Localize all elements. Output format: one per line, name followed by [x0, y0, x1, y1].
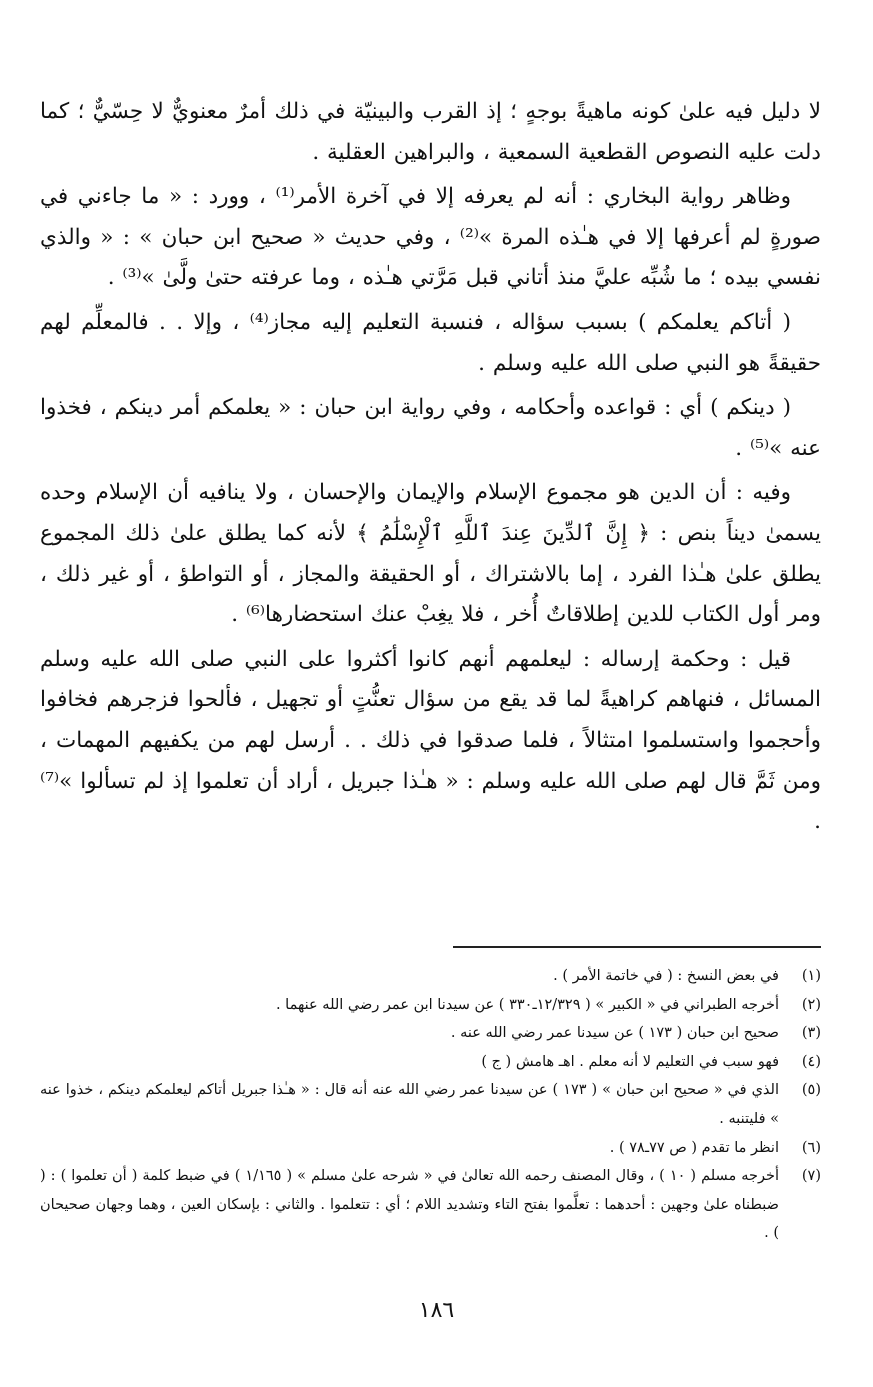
page-body: [40, 92, 821, 847]
main-text: [40, 92, 821, 843]
footnote-number: (٧): [801, 1168, 821, 1185]
footnote-4: [40, 1048, 821, 1077]
paragraph-2: وظاهر رواية البخاري : أنه لم يعرفه إلا في آخرة الأمر⁽¹⁾ ، وورد : « ما جاءني في صورةٍ لم أعرفها إلا في هـٰذه المرة »⁽²⁾ ، وفي حديث « صحيح ابن حبان » : « والذي نفسي بيده ؛ ما شُبِّه عليَّ منذ أتاني قبل مَرَّتي هـٰذه ، وما عرفته حتىٰ ولَّىٰ »⁽³⁾ .: [40, 184, 821, 291]
footnote-2: [40, 991, 821, 1020]
footnotes: [40, 962, 821, 1248]
paragraph-3: ( أتاكم يعلمكم ) بسبب سؤاله ، فنسبة التعليم إليه مجاز⁽⁴⁾ ، وإلا . . فالمعلِّم لهم حقيقةً هو النبي صلى الله عليه وسلم .: [40, 309, 821, 376]
footnote-text: أخرجه الطبراني في « الكبير » ( ١٢/٣٢٩ـ٣٣٠ ) عن سيدنا ابن عمر رضي الله عنهما .: [275, 996, 779, 1013]
footnote-3: [40, 1019, 821, 1048]
footnote-6: [40, 1134, 821, 1163]
footnote-text: صحيح ابن حبان ( ١٧٣ ) عن سيدنا عمر رضي الله عنه .: [450, 1025, 779, 1042]
footnote-number: (٣): [801, 1025, 821, 1042]
footnote-text: انظر ما تقدم ( ص ٧٧ـ٧٨ ) .: [609, 1139, 779, 1156]
paragraph-1: لا دليل فيه علىٰ كونه ماهيةً بوجهٍ ؛ إذ القرب والبينيّة في ذلك أمرٌ معنويٌّ لا حِسّيٌّ ؛ كما دلت عليه النصوص القطعية السمعية ، والبراهين العقلية .: [40, 99, 821, 165]
page-number: ١٨٦: [418, 1298, 455, 1323]
footnote-number: (٦): [801, 1139, 821, 1156]
footnote-number: (٥): [801, 1082, 821, 1099]
paragraph-5: وفيه : أن الدين هو مجموع الإسلام والإيمان والإحسان ، ولا ينافيه أن الإسلام وحده يسمىٰ ديناً بنص : ﴿ إِنَّ ٱلدِّينَ عِندَ ٱللَّهِ ٱلْإِسْلَٰمُ ﴾ لأنه كما يطلق علىٰ ذلك المجموع يطلق علىٰ هـٰذا الفرد ، إما بالاشتراك ، أو الحقيقة والمجاز ، أو التواطؤ ، أو غير ذلك ، ومر أول الكتاب للدين إطلاقاتٌ أُخر ، فلا يغِبْ عنك استحضارها⁽⁶⁾ .: [40, 480, 821, 628]
footnote-text: في بعض النسخ : ( في خاتمة الأمر ) .: [553, 968, 779, 984]
footnote-text: أخرجه مسلم ( ١٠ ) ، وقال المصنف رحمه الله تعالىٰ في « شرحه علىٰ مسلم » ( ١/١٦٥ ) في ضبط كلمة ( أن تعلموا ) : ( ضبطناه علىٰ وجهين : أحدهما : تعلَّموا بفتح التاء وتشديد اللام ؛ أي : تتعلموا . والثاني : بإسكان العين ، وهما وجهان صحيحان ) .: [40, 1168, 779, 1242]
footnote-1: [40, 962, 821, 991]
footnote-number: (٢): [801, 996, 821, 1013]
footnote-5: [40, 1076, 821, 1133]
footnote-number: (٤): [801, 1053, 821, 1070]
footnote-number: (١): [801, 968, 821, 984]
footnote-7: [40, 1162, 821, 1248]
footnote-text: فهو سبب في التعليم لا أنه معلم . اهـ هامش ( ج ): [481, 1053, 779, 1070]
paragraph-6: قيل : وحكمة إرساله : ليعلمهم أنهم كانوا أكثروا على النبي صلى الله عليه وسلم المسائل ، فنهاهم كراهيةً لما قد يقع من سؤال تعنُّتٍ أو تجهيل ، فألحوا فزجرهم فخافوا وأحجموا واستسلموا امتثالاً ، فلما صدقوا في ذلك . . أرسل لهم من يكفيهم المهمات ، ومن ثَمَّ قال لهم صلى الله عليه وسلم : « هـٰذا جبريل ، أراد أن تعلموا إذ لم تسألوا »⁽⁷⁾ .: [40, 646, 821, 835]
paragraph-4: ( دينكم ) أي : قواعده وأحكامه ، وفي رواية ابن حبان : « يعلمكم أمر دينكم ، فخذوا عنه »⁽⁵⁾ .: [40, 395, 821, 461]
footnote-separator: [453, 946, 821, 948]
footnote-text: الذي في « صحيح ابن حبان » ( ١٧٣ ) عن سيدنا عمر رضي الله عنه أنه قال : « هـٰذا جبريل أتاكم ليعلمكم دينكم ، خذوا عنه » فليتنبه .: [40, 1082, 779, 1127]
